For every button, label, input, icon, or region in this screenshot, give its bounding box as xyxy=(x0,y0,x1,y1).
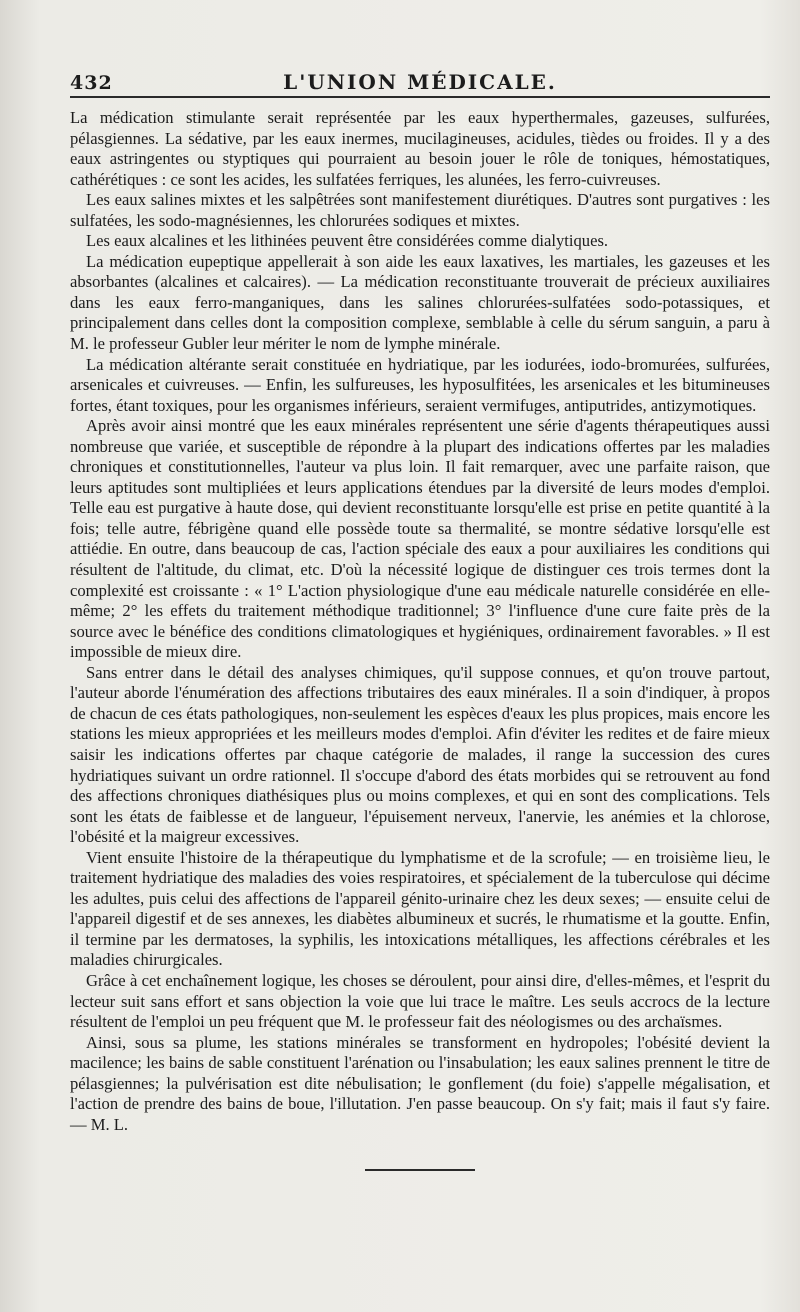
article-body xyxy=(70,108,770,1135)
end-rule-divider xyxy=(365,1169,475,1171)
paragraph: Grâce à cet enchaînement logique, les choses se déroulent, pour ainsi dire, d'elles-mêmes, et l'esprit du lecteur suit sans effort et sans objection la voie que lui trace le maître. Les seuls accrocs de la lecture résultent de l'emploi un peu fréquent que M. le professeur fait des néologismes ou des archaïsmes. xyxy=(70,970,770,1032)
paragraph: La médication stimulante serait représentée par les eaux hyperthermales, gazeuses, sulfurées, pélasgiennes. La sédative, par les eaux inermes, mucilagineuses, acidules, tièdes ou froides. Il y a des eaux astringentes ou styptiques qui pourraient au besoin jouer le rôle de toniques, hémostatiques, cathérétiques : ce sont les acides, les sulfatées ferriques, les alunées, les ferro-cuivreuses. xyxy=(70,108,770,189)
page-header xyxy=(70,62,770,98)
running-title: L'UNION MÉDICALE. xyxy=(283,70,557,94)
paragraph: Sans entrer dans le détail des analyses chimiques, qu'il suppose connues, et qu'on trouve partout, l'auteur aborde l'énumération des affections tributaires des eaux minérales. Il a soin d'indiquer, à propos de chacun de ces états pathologiques, non-seulement les espèces d'eaux les plus propices, mais encore les stations les mieux appropriées et les meilleurs modes d'emploi. Afin d'éviter les redites et de faire mieux saisir les indications offertes par chaque catégorie de malades, il range la succession des cures hydriatiques suivant un ordre rationnel. Il s'occupe d'abord des états morbides qui se retrouvent au fond des affections chroniques diathésiques plus ou moins complexes, et qui en sont des complications. Tels sont les états de faiblesse et de langueur, l'épuisement nerveux, l'anervie, les anémies et la chlorose, l'obésité et la maigreur excessives. xyxy=(70,662,770,847)
paragraph: Après avoir ainsi montré que les eaux minérales représentent une série d'agents thérapeutiques aussi nombreuse que variée, et susceptible de répondre à la plupart des indications offertes par les maladies chroniques et constitutionnelles, l'auteur va plus loin. Il fait remarquer, avec une parfaite raison, que leurs aptitudes sont multipliées et leurs applications étendues par la diversité de leurs modes d'emploi. Telle eau est purgative à haute dose, qui devient reconstituante lorsqu'elle est prise en petite quantité à la fois; telle autre, fébrigène quand elle possède toute sa thermalité, se montre sédative lorsqu'elle est attiédie. En outre, dans beaucoup de cas, l'action spéciale des eaux a pour auxiliaires les conditions qui résultent de l'altitude, du climat, etc. D'où la nécessité logique de distinguer ces trois termes dont la complexité est croissante : « 1° L'action physiologique d'une eau médicale naturelle considérée en elle-même; 2° les effets du traitement méthodique traditionnel; 3° l'influence d'une cure faite près de la source avec le bénéfice des conditions climatologiques et hygiéniques, ordinairement favorables. » Il est impossible de mieux dire. xyxy=(70,416,770,662)
paragraph: Vient ensuite l'histoire de la thérapeutique du lymphatisme et de la scrofule; — en troisième lieu, le traitement hydriatique des maladies des voies respiratoires, et spécialement de la tuberculose qui décime les adultes, puis celui des affections de l'appareil génito-urinaire chez les deux sexes; — ensuite celui de l'appareil digestif et de ses annexes, les diabètes albumineux et sucrés, le rhumatisme et la goutte. Enfin, il termine par les dermatoses, la syphilis, les intoxications métalliques, les affections cérébrales et les maladies chirurgicales. xyxy=(70,847,770,970)
paragraph: Les eaux salines mixtes et les salpêtrées sont manifestement diurétiques. D'autres sont purgatives : les sulfatées, les sodo-magnésiennes, les chlorurées sodiques et mixtes. xyxy=(70,190,770,230)
page-number: 432 xyxy=(70,72,113,94)
paragraph: Les eaux alcalines et les lithinées peuvent être considérées comme dialytiques. xyxy=(86,231,609,251)
paragraph: La médication eupeptique appellerait à son aide les eaux laxatives, les martiales, les gazeuses et les absorbantes (alcalines et calcaires). — La médication reconstituante trouverait de précieux auxiliaires dans les eaux ferro-manganiques, dans les salines chlorurées-sulfatées sodo-potassiques, et principalement dans celles dont la composition complexe, semblable à celle du sérum sanguin, a paru à M. le professeur Gubler leur mériter le nom de lymphe minérale. xyxy=(70,251,770,354)
paragraph: Ainsi, sous sa plume, les stations minérales se transforment en hydropoles; l'obésité devient la macilence; les bains de sable constituent l'arénation ou l'insabulation; les eaux salines prennent le titre de pélasgiennes; la pulvérisation est dite nébulisation; le gonflement (du foie) s'appelle mégalisation, et l'action de prendre des bains de boue, l'illutation. J'en passe beaucoup. On s'y fait; mais il faut s'y faire. — M. L. xyxy=(70,1032,770,1134)
paragraph: La médication altérante serait constituée en hydriatique, par les iodurées, iodo-bromurées, sulfurées, arsenicales et cuivreuses. — Enfin, les sulfureuses, les hyposulfitées, les arsenicales et les bitumineuses fortes, étant toxiques, pour les organismes inférieurs, seraient vermifuges, antiputrides, antizymotiques. xyxy=(70,354,770,415)
